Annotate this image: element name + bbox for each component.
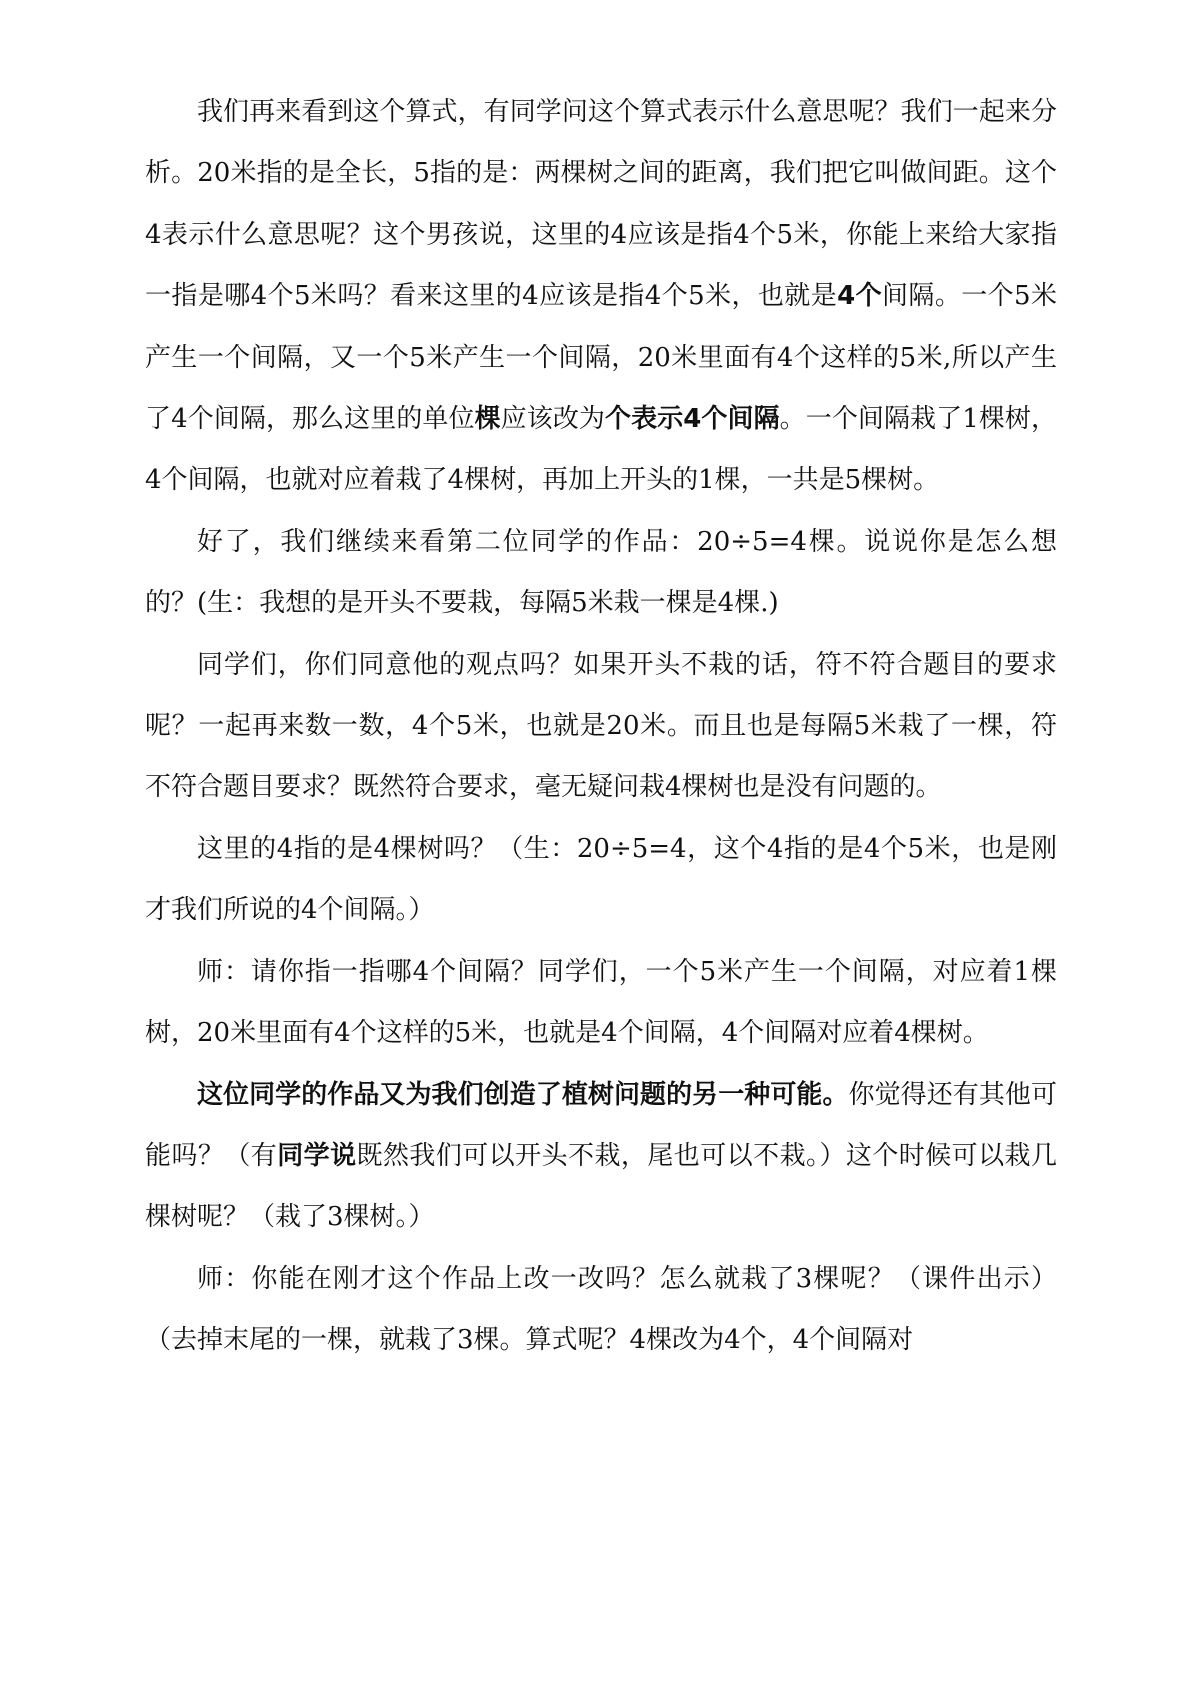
- paragraph-2: [145, 512, 1057, 635]
- text-segment: 你觉得还有其他可能吗？（有: [145, 1079, 1057, 1171]
- text-segment: 师：你能在刚才这个作品上改一改吗？怎么就栽了3棵呢？（课件出示）（去掉末尾的一棵，就栽了3棵。算式呢？4棵改为4个，4个间隔对: [145, 1263, 1057, 1356]
- text-segment: 师：请你指一指哪4个间隔？同学们，一个5米产生一个间隔，对应着1棵树，20米里面有4个这样的5米，也就是4个间隔，4个间隔对应着4棵树。: [145, 956, 1057, 1049]
- paragraph-6: [145, 1065, 1057, 1249]
- paragraph-1: [145, 82, 1057, 512]
- document-page: [145, 82, 1057, 1372]
- paragraph-7: [145, 1249, 1057, 1372]
- text-segment: 好了，我们继续来看第二位同学的作品：20÷5=4棵。说说你是怎么想的？(生：我想的是开头不要栽，每隔5米栽一棵是4棵.): [145, 526, 1057, 619]
- bold-text: 同学说: [277, 1140, 357, 1171]
- bold-text: 棵: [474, 404, 501, 435]
- paragraph-3: [145, 635, 1057, 819]
- paragraph-4: [145, 819, 1057, 942]
- text-segment: 这里的4指的是4棵树吗？（生：20÷5=4，这个4指的是4个5米，也是刚才我们所说的4个间隔。）: [145, 833, 1057, 926]
- text-segment: 间隔。一个5米产生一个间隔，又一个5米产生一个间隔，20米里面有4个这样的5米,所以产生了4个间隔，那么这里的单位: [145, 281, 1057, 435]
- bold-text: 个表示4个间隔: [605, 404, 780, 435]
- text-segment: 。一个间隔栽了1棵树，4个间隔，也就对应着栽了4棵树，再加上开头的1棵，一共是5棵树。: [145, 404, 1057, 496]
- bold-text: 4个: [837, 281, 883, 312]
- text-segment: 同学们，你们同意他的观点吗？如果开头不栽的话，符不符合题目的要求呢？一起再来数一数，4个5米，也就是20米。而且也是每隔5米栽了一棵，符不符合题目要求？既然符合要求，毫无疑问栽4棵树也是没有问题的。: [145, 649, 1057, 803]
- text-segment: 应该改为: [500, 404, 605, 435]
- paragraph-5: [145, 942, 1057, 1065]
- text-segment: 我们再来看到这个算式，有同学问这个算式表示什么意思呢？我们一起来分析。20米指的是全长，5指的是：两棵树之间的距离，我们把它叫做间距。这个4表示什么意思呢？这个男孩说，这里的4应该是指4个5米，你能上来给大家指一指是哪4个5米吗？看来这里的4应该是指4个5米，也就是: [145, 97, 1057, 312]
- bold-text: 这位同学的作品又为我们创造了植树问题的另一种可能。: [197, 1079, 849, 1110]
- text-segment: 既然我们可以开头不栽，尾也可以不栽。）这个时候可以栽几棵树呢？（栽了3棵树。）: [145, 1140, 1057, 1233]
